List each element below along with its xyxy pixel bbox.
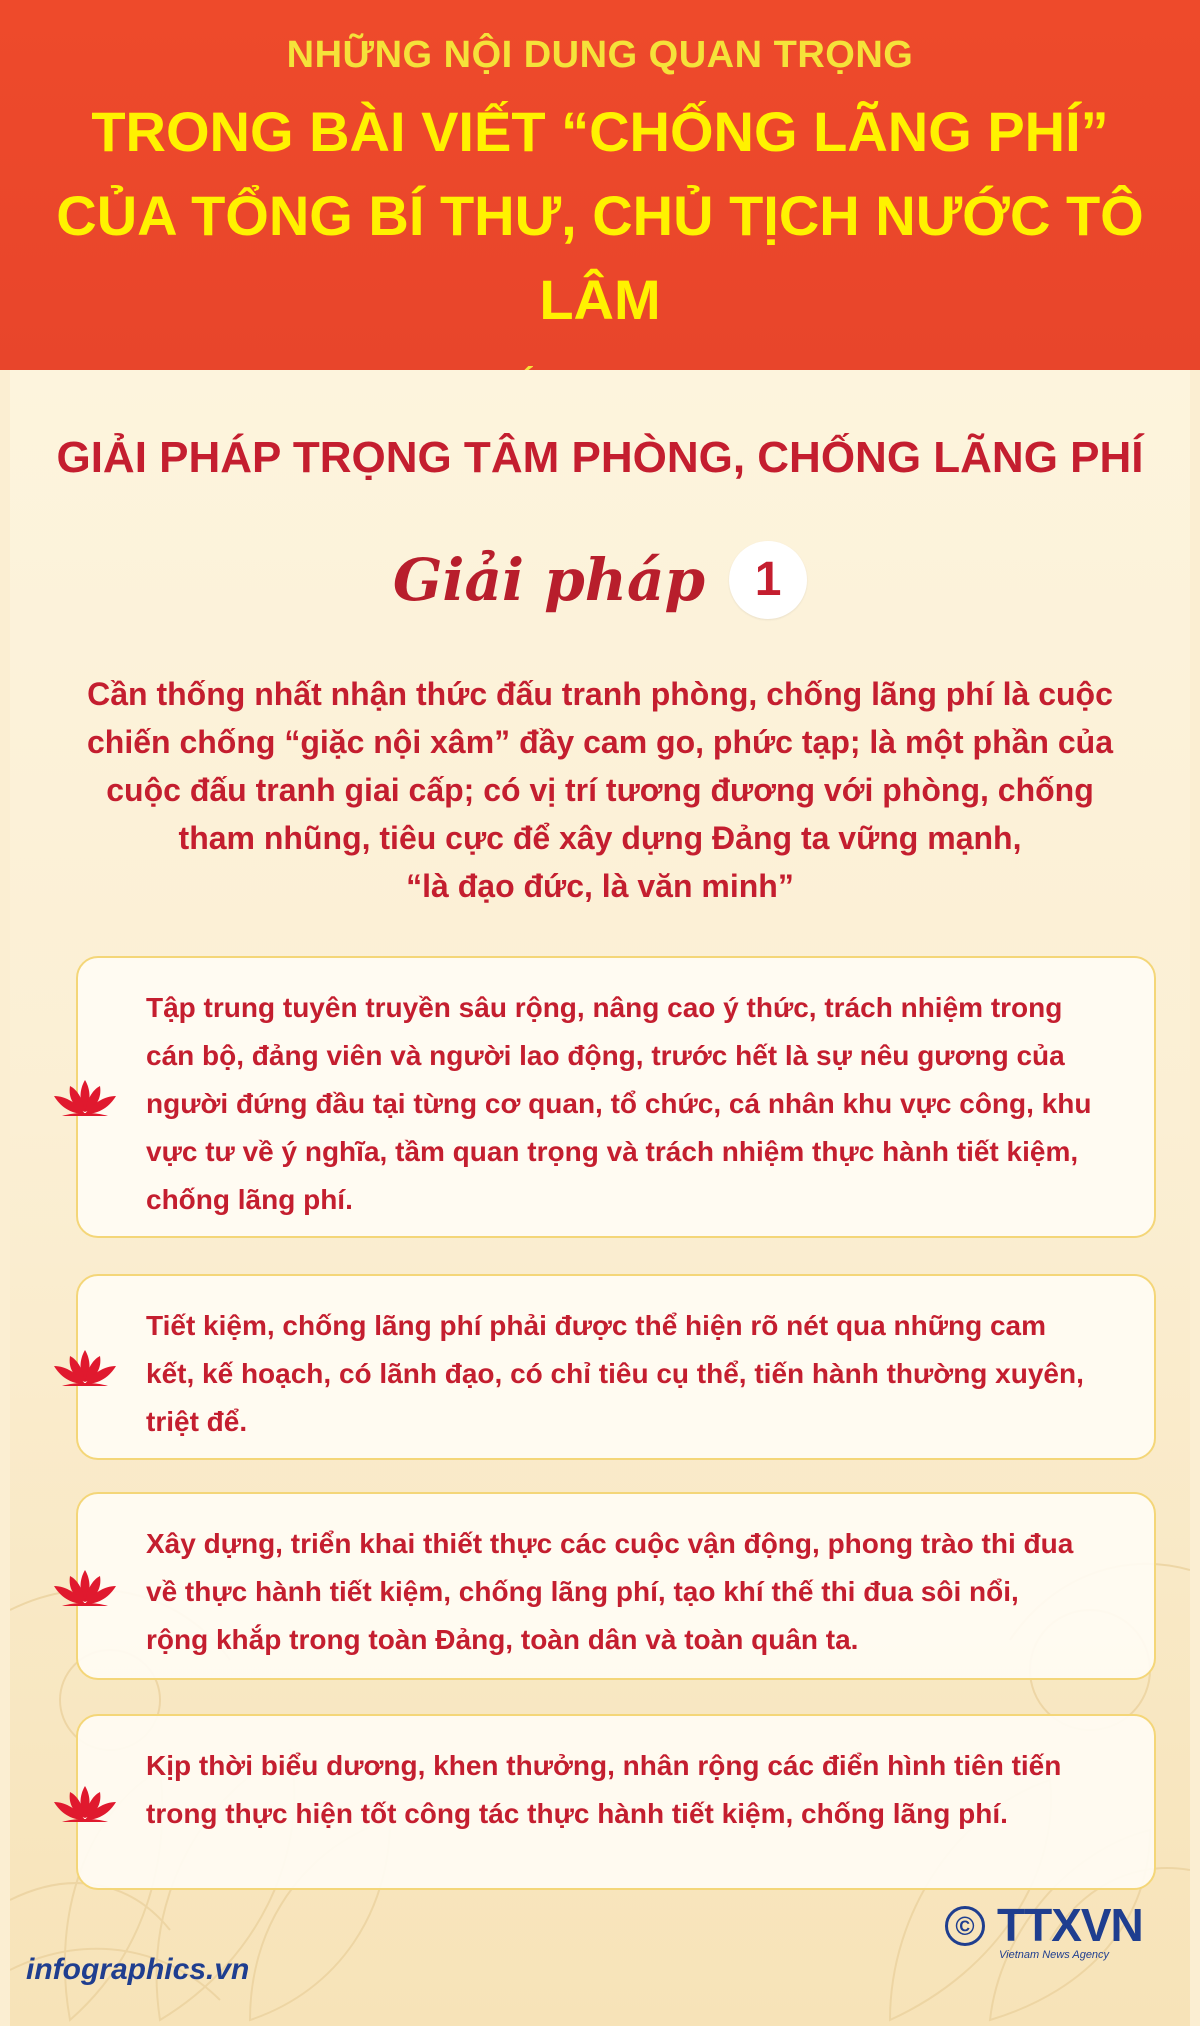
item-line: Kịp thời biểu dương, khen thưởng, nhân rộng các điển hình tiên tiến <box>146 1750 1062 1781</box>
lotus-icon <box>52 1784 118 1824</box>
solution-item-text <box>146 984 1114 1224</box>
intro-line: “là đạo đức, là văn minh” <box>406 868 794 904</box>
lotus-icon <box>52 1078 118 1118</box>
item-line: rộng khắp trong toàn Đảng, toàn dân và toàn quân ta. <box>146 1624 859 1655</box>
content-panel <box>10 370 1190 2026</box>
item-line: Tập trung tuyên truyền sâu rộng, nâng cao ý thức, trách nhiệm trong <box>146 992 1063 1023</box>
header-banner <box>0 0 1200 370</box>
item-line: Tiết kiệm, chống lãng phí phải được thể hiện rõ nét qua những cam <box>146 1310 1047 1341</box>
item-line: vực tư về ý nghĩa, tầm quan trọng và trách nhiệm thực hành tiết kiệm, <box>146 1136 1079 1167</box>
section-title: GIẢI PHÁP TRỌNG TÂM PHÒNG, CHỐNG LÃNG PHÍ <box>56 433 1144 482</box>
solution-heading <box>10 540 1190 630</box>
logo-text: TTXVN <box>997 1899 1143 1951</box>
solution-item-card <box>76 956 1156 1238</box>
lotus-icon <box>52 1348 118 1388</box>
item-line: triệt để. <box>146 1406 248 1437</box>
item-line: chống lãng phí. <box>146 1184 353 1215</box>
header-title-line1: TRONG BÀI VIẾT “CHỐNG LÃNG PHÍ” <box>91 100 1109 163</box>
intro-line: tham nhũng, tiêu cực để xây dựng Đảng ta vững mạnh, <box>178 820 1022 856</box>
intro-paragraph <box>60 670 1140 910</box>
solution-item-card <box>76 1714 1156 1890</box>
solution-label: Giải pháp <box>392 546 706 614</box>
solution-item-text <box>146 1742 1114 1838</box>
solution-item-text <box>146 1302 1114 1446</box>
intro-line: chiến chống “giặc nội xâm” đầy cam go, phức tạp; là một phần của <box>86 724 1113 760</box>
item-line: kết, kế hoạch, có lãnh đạo, có chỉ tiêu cụ thể, tiến hành thường xuyên, <box>146 1358 1084 1389</box>
logo-subtext: Vietnam News Agency <box>999 1949 1110 1961</box>
item-line: về thực hành tiết kiệm, chống lãng phí, tạo khí thế thi đua sôi nổi, <box>146 1576 1019 1607</box>
ttxvn-logo <box>945 1900 1175 1964</box>
solution-item-card <box>76 1492 1156 1680</box>
header-subtitle: NHỮNG NỘI DUNG QUAN TRỌNG <box>286 34 914 76</box>
solution-item-text <box>146 1520 1114 1664</box>
item-line: trong thực hiện tốt công tác thực hành tiết kiệm, chống lãng phí. <box>146 1798 1008 1829</box>
copyright-icon: © <box>945 1906 985 1946</box>
header-title-line2: CỦA TỔNG BÍ THƯ, CHỦ TỊCH NƯỚC TÔ LÂM <box>56 184 1144 331</box>
solution-item-card <box>76 1274 1156 1460</box>
item-line: Xây dựng, triển khai thiết thực các cuộc vận động, phong trào thi đua <box>146 1528 1074 1559</box>
intro-line: cuộc đấu tranh giai cấp; có vị trí tương đương với phòng, chống <box>106 772 1094 808</box>
solution-number-badge: 1 <box>729 541 807 619</box>
item-line: người đứng đầu tại từng cơ quan, tổ chức, cá nhân khu vực công, khu <box>146 1088 1092 1119</box>
footer-site-link[interactable]: infographics.vn <box>26 1953 250 1986</box>
lotus-icon <box>52 1568 118 1608</box>
item-line: cán bộ, đảng viên và người lao động, trước hết là sự nêu gương của <box>146 1040 1065 1071</box>
intro-line: Cần thống nhất nhận thức đấu tranh phòng, chống lãng phí là cuộc <box>87 676 1113 712</box>
